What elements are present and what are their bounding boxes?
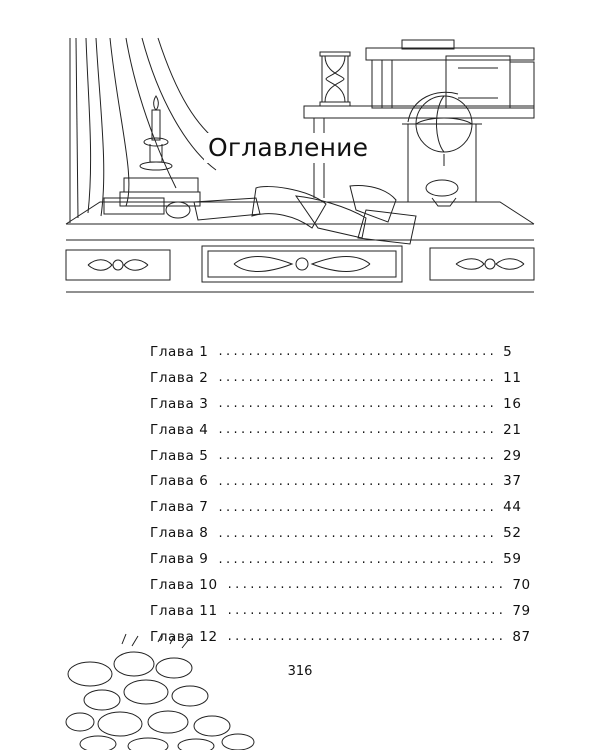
page-title: Оглавление — [204, 133, 372, 163]
toc-row — [150, 468, 522, 494]
toc-chapter-label: Глава 3 — [150, 395, 209, 412]
toc-page-number: 52 — [503, 525, 522, 542]
toc-leader-dots: ..................................... — [227, 603, 507, 619]
toc-chapter-label: Глава 11 — [150, 602, 218, 619]
toc-row — [150, 339, 513, 365]
toc-page-number: 16 — [503, 395, 522, 412]
toc-leader-dots: ..................................... — [218, 396, 498, 412]
toc-row — [150, 391, 522, 417]
toc-chapter-label: Глава 5 — [150, 447, 209, 464]
toc-row — [150, 546, 522, 572]
toc-page-number: 29 — [503, 447, 522, 464]
hourglass-illustration — [320, 52, 350, 106]
toc-page-number: 37 — [503, 473, 522, 490]
toc-row — [150, 572, 531, 598]
table-of-contents — [150, 339, 531, 650]
toc-row — [150, 443, 522, 469]
toc-row — [150, 520, 522, 546]
book-stack-illustration — [366, 40, 534, 108]
toc-row — [150, 598, 531, 624]
desk-illustration — [66, 202, 534, 292]
stone-path-illustration — [62, 634, 262, 750]
candle-illustration — [104, 96, 200, 214]
toc-leader-dots: ..................................... — [218, 473, 498, 489]
toc-chapter-label: Глава 2 — [150, 369, 209, 386]
toc-leader-dots: ..................................... — [227, 577, 507, 593]
toc-page-number: 59 — [503, 551, 522, 568]
toc-page-number: 21 — [503, 421, 522, 438]
header-illustration — [66, 38, 534, 294]
toc-chapter-label: Глава 1 — [150, 343, 209, 360]
toc-page-number: 5 — [503, 343, 513, 360]
toc-page-number: 44 — [503, 499, 522, 516]
toc-row — [150, 365, 522, 391]
toc-page-number: 70 — [512, 576, 531, 593]
toc-chapter-label: Глава 12 — [150, 628, 218, 645]
toc-page-number: 79 — [512, 602, 531, 619]
curtain-illustration — [70, 38, 226, 223]
toc-chapter-label: Глава 7 — [150, 499, 209, 516]
toc-page-number: 11 — [503, 369, 522, 386]
toc-chapter-label: Глава 8 — [150, 525, 209, 542]
toc-chapter-label: Глава 10 — [150, 576, 218, 593]
globe-illustration — [402, 92, 482, 206]
toc-chapter-label: Глава 4 — [150, 421, 209, 438]
toc-leader-dots: ..................................... — [218, 525, 498, 541]
toc-chapter-label: Глава 9 — [150, 551, 209, 568]
toc-leader-dots: ..................................... — [218, 422, 498, 438]
toc-row — [150, 494, 522, 520]
papers-illustration — [166, 186, 416, 244]
toc-leader-dots: ..................................... — [218, 499, 498, 515]
toc-page-number: 87 — [512, 628, 531, 645]
toc-leader-dots: ..................................... — [218, 344, 498, 360]
toc-row — [150, 417, 522, 443]
toc-leader-dots: ..................................... — [218, 551, 498, 567]
toc-chapter-label: Глава 6 — [150, 473, 209, 490]
page-number: 316 — [287, 664, 313, 679]
toc-leader-dots: ..................................... — [227, 629, 507, 645]
toc-leader-dots: ..................................... — [218, 370, 498, 386]
toc-leader-dots: ..................................... — [218, 448, 498, 463]
